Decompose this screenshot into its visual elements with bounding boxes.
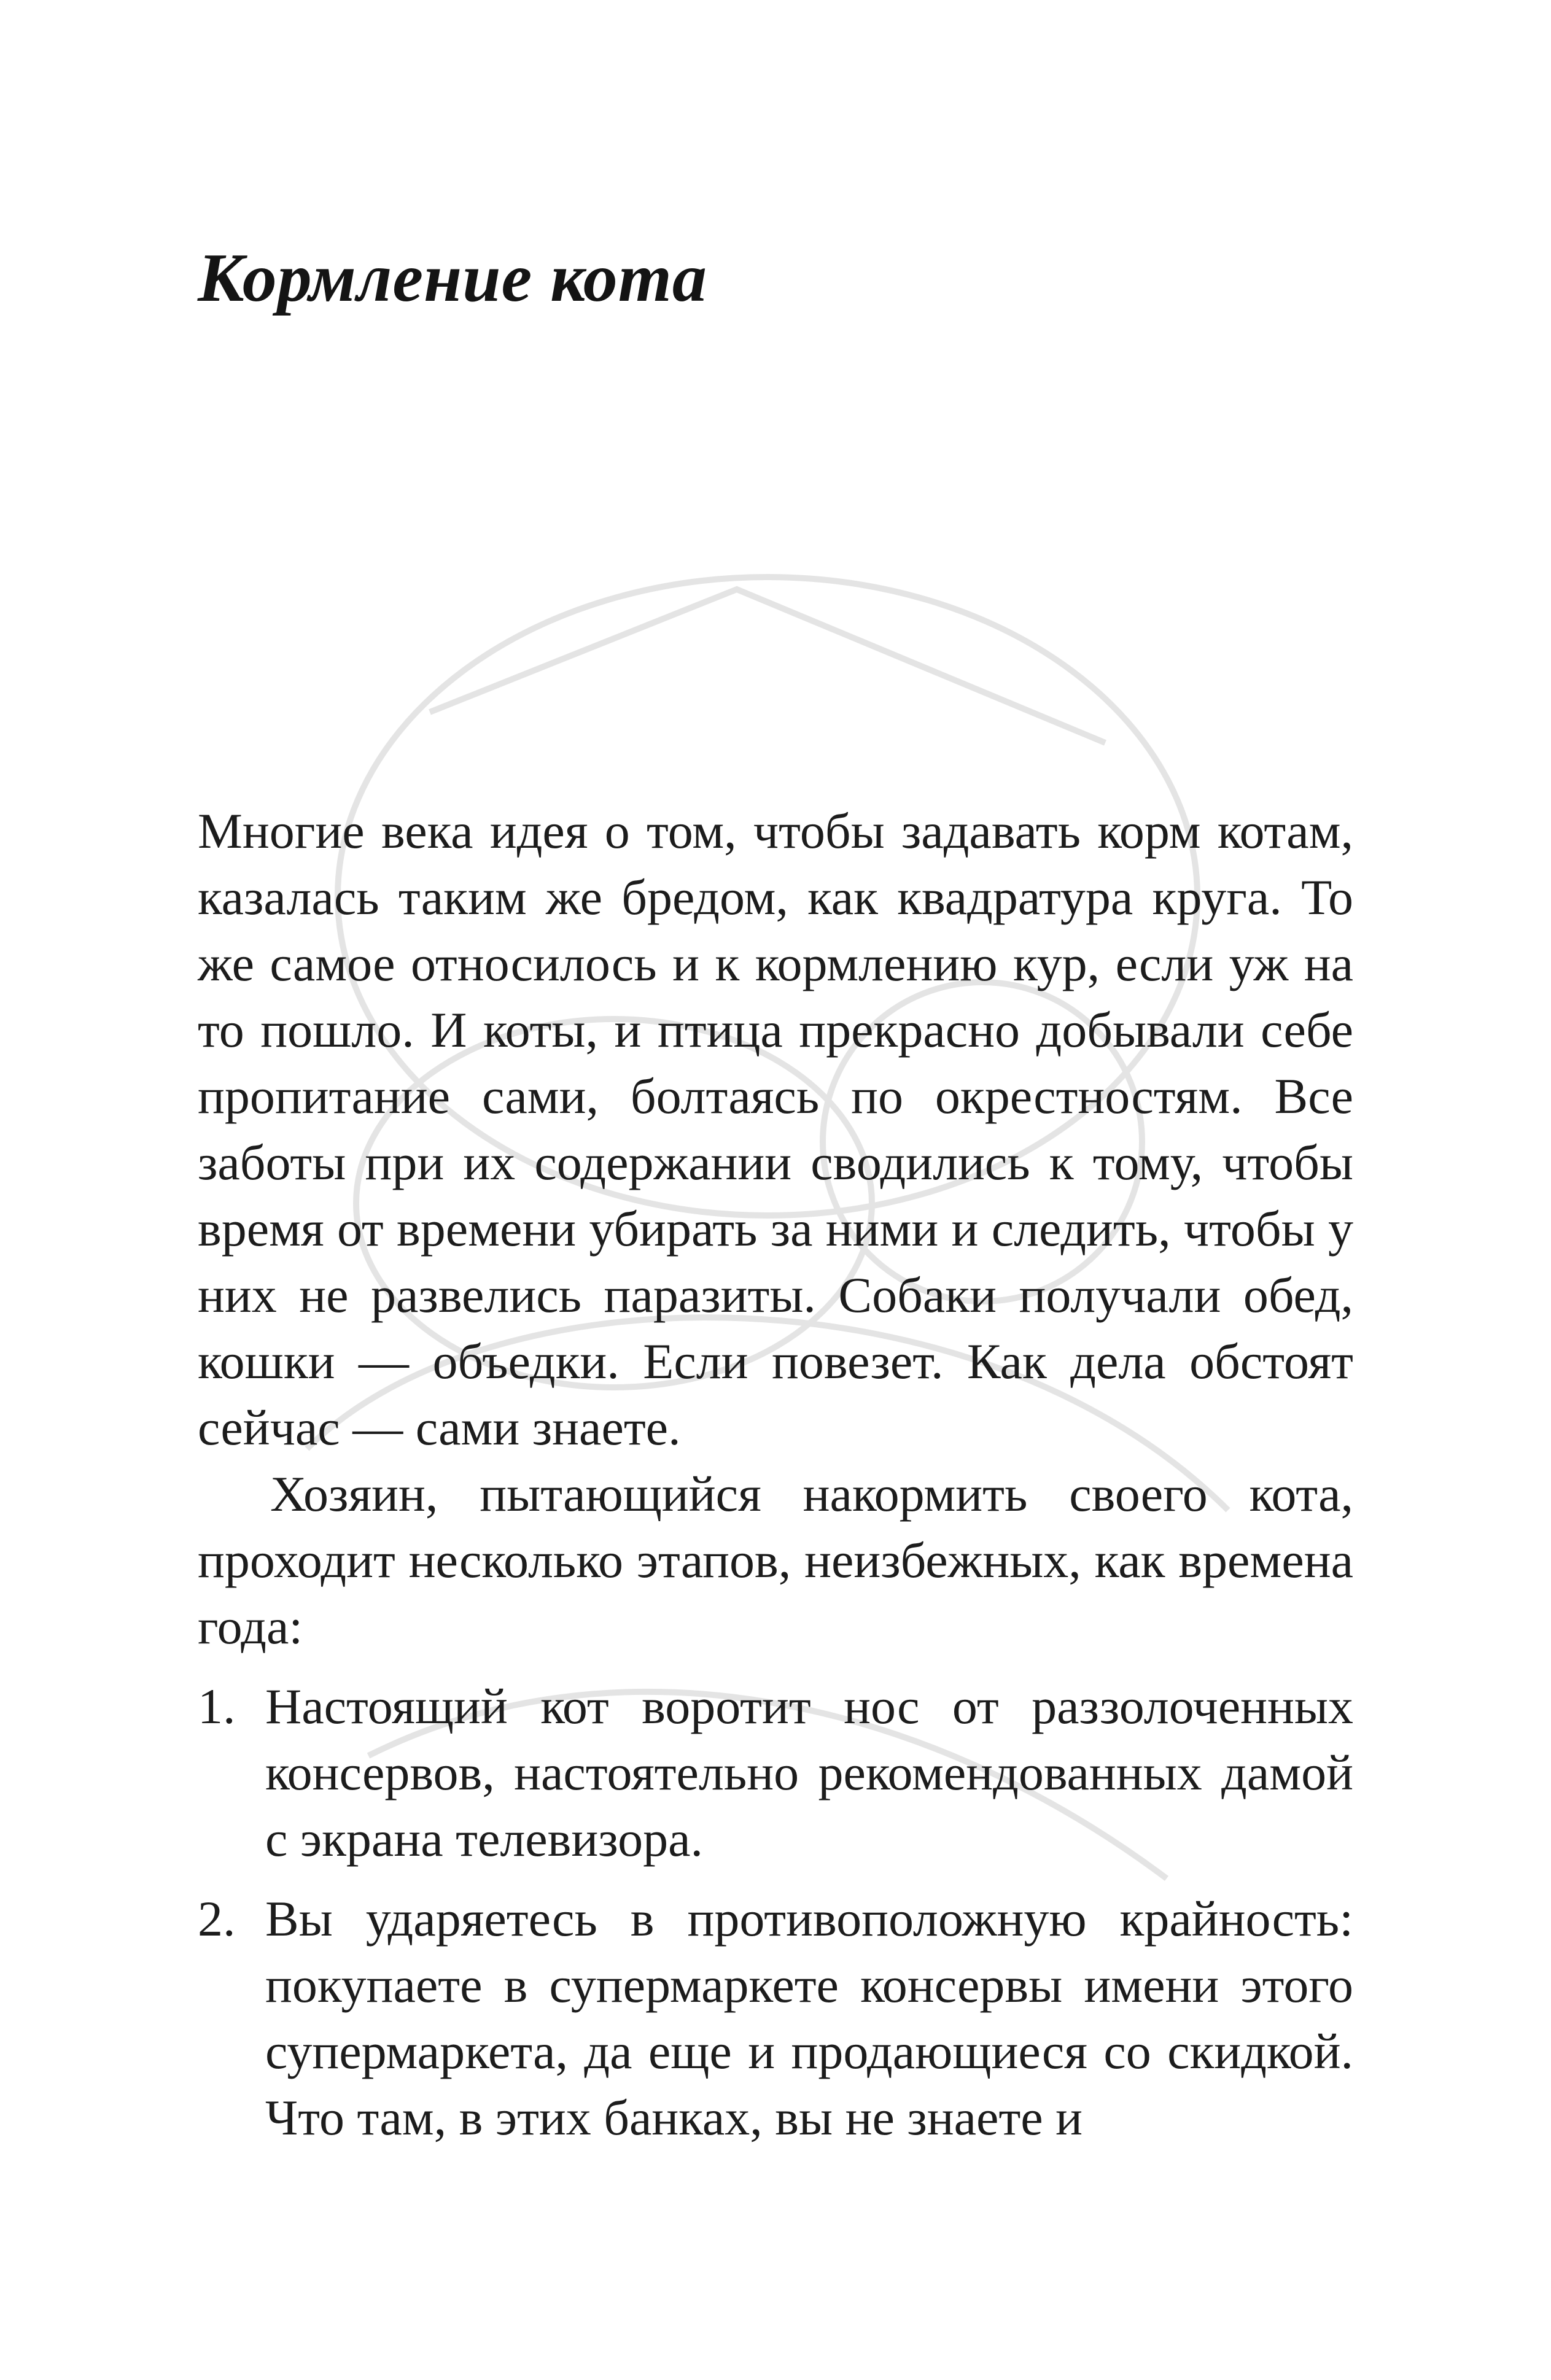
- paragraph-stages: Хозяин, пытающийся накормить своего кота, проходит несколько этапов, неизбежных, как времена года:: [198, 1466, 1353, 1654]
- chapter-body: [198, 798, 1353, 2165]
- chapter-title: Кормление кота: [198, 240, 707, 316]
- stages-list: [198, 1673, 1353, 2151]
- list-item-number: 1.: [198, 1678, 236, 1734]
- paragraph-intro: Многие века идея о том, чтобы задавать корм котам, казалась таким же бредом, как квадратура круга. То же самое относилось и к кормлению кур, если уж на то пошло. И коты, и птица прекрасно добывали себе пропитание сами, болтаясь по окрестностям. Все заботы при их содержании сводились к тому, чтобы время от времени убирать за ними и следить, чтобы у них не развелись паразиты. Собаки получали обед, кошки — объедки. Если повезет. Как дела обстоят сейчас — сами знаете.: [198, 803, 1353, 1456]
- list-item-number: 2.: [198, 1891, 236, 1947]
- list-item: [198, 1673, 1353, 1872]
- list-item-text: Вы ударяетесь в противоположную крайность: покупаете в супермаркете консервы имени этого супермаркета, да еще и продающиеся со скидкой. Что там, в этих банках, вы не знаете и: [265, 1891, 1353, 2145]
- list-item: [198, 1886, 1353, 2151]
- list-item-text: Настоящий кот воротит нос от раззолоченных консервов, настоятельно рекомендованных дамой с экрана телевизора.: [265, 1678, 1353, 1867]
